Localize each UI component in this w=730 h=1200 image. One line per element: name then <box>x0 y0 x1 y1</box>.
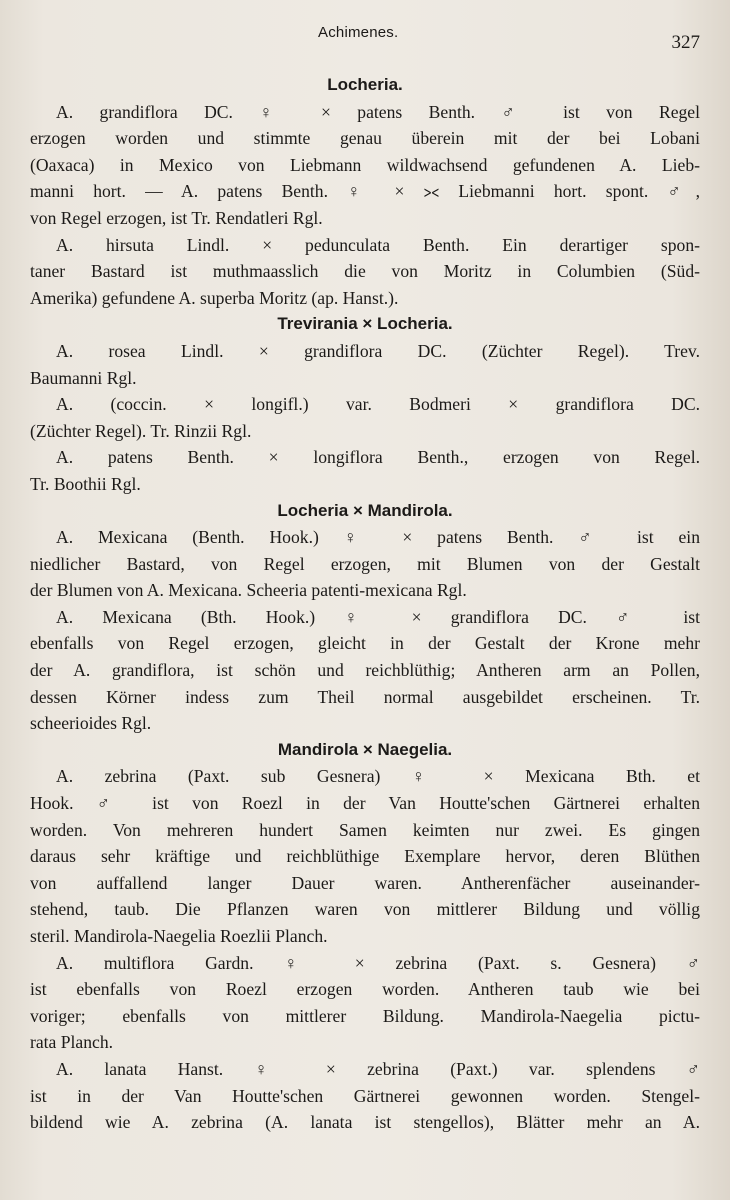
text-line: Tr. Boothii Rgl. <box>30 473 141 494</box>
paragraph <box>30 524 700 604</box>
paragraph <box>30 763 700 949</box>
text-line: rata Planch. <box>30 1032 114 1053</box>
paragraph <box>30 604 700 737</box>
paragraph <box>30 1056 700 1136</box>
text-line: steril. Mandirola-Naegelia Roezlii Planch. <box>30 926 328 946</box>
text-line: A. Mexicana (Benth. Hook.) ♀ × patens Benth. ♂ ist ein <box>56 527 700 548</box>
section-heading-mandirola-naegelia: Mandirola × Naegelia. <box>277 739 453 759</box>
paragraph <box>30 232 700 312</box>
text-line: worden. Von mehreren hundert Samen keimten nur zwei. Es gingen <box>30 819 700 840</box>
text-line: A. lanata Hanst. ♀ × zebrina (Paxt.) var. splendens ♂ <box>56 1058 700 1079</box>
text-line: dessen Körner indess zum Theil normal ausgebildet erscheinen. Tr. <box>30 686 700 707</box>
page-number: 327 <box>671 32 700 53</box>
running-header <box>0 22 730 52</box>
text-line: von auffallend langer Dauer waren. Antherenfächer auseinander- <box>30 872 700 893</box>
text-line: der A. grandiflora, ist schön und reichblüthig; Antheren arm an Pollen, <box>30 660 700 681</box>
text-line: daraus sehr kräftige und reichblüthige Exemplare hervor, deren Blüthen <box>30 846 700 867</box>
text-line: A. multiflora Gardn. ♀ × zebrina (Paxt. s. Gesnera) ♂ <box>56 952 700 973</box>
text-line: A. hirsuta Lindl. × pedunculata Benth. Ein derartiger spon- <box>56 234 700 255</box>
paragraph <box>30 338 700 391</box>
text-line: taner Bastard ist muthmaasslich die von Moritz in Columbien (Süd- <box>30 261 700 282</box>
section-heading-trevirania-locheria: Trevirania × Locheria. <box>277 314 453 334</box>
text-line: (Oaxaca) in Mexico von Liebmann wildwachsend gefundenen A. Lieb- <box>30 154 700 175</box>
text-line: (Züchter Regel). Tr. Rinzii Rgl. <box>30 420 252 441</box>
text-line: erzogen worden und stimmte genau überein mit der bei Lobani <box>30 128 700 149</box>
text-line: Baumanni Rgl. <box>30 367 137 388</box>
text-line: bildend wie A. zebrina (A. lanata ist stengellos), Blätter mehr an A. <box>30 1112 700 1133</box>
text-line: scheerioides Rgl. <box>30 713 152 734</box>
text-line: niedlicher Bastard, von Regel erzogen, mit Blumen von der Gestalt <box>30 553 700 574</box>
text-line: Amerika) gefundene A. superba Moritz (ap. Hanst.). <box>30 287 399 308</box>
text-line: Hook. ♂ ist von Roezl in der Van Houtte'schen Gärtnerei erhalten <box>30 793 700 814</box>
text-line: der Blumen von A. Mexicana. Scheeria patenti-mexicana Rgl. <box>30 580 467 601</box>
text-line: ebenfalls von Regel erzogen, gleicht in der Gestalt der Krone mehr <box>30 633 700 654</box>
body-text <box>30 72 700 1136</box>
text-line: manni hort. — A. patens Benth. ♀ × ⪥ Liebmanni hort. spont. ♂, <box>30 181 700 202</box>
text-line: A. zebrina (Paxt. sub Gesnera) ♀ × Mexicana Bth. et <box>56 766 700 787</box>
section-heading-locheria: Locheria. <box>327 75 403 94</box>
text-line: ist in der Van Houtte'schen Gärtnerei gewonnen worden. Stengel- <box>30 1085 700 1106</box>
text-line: A. patens Benth. × longiflora Benth., erzogen von Regel. <box>56 447 700 468</box>
text-line: ist ebenfalls von Roezl erzogen worden. Antheren taub wie bei <box>30 979 700 1000</box>
text-line: A. grandiflora DC. ♀ × patens Benth. ♂ ist von Regel <box>56 101 700 122</box>
text-line: A. Mexicana (Bth. Hook.) ♀ × grandiflora DC. ♂ ist <box>56 606 700 627</box>
paragraph <box>30 950 700 1056</box>
text-line: von Regel erzogen, ist Tr. Rendatleri Rgl. <box>30 207 323 228</box>
paragraph <box>30 444 700 497</box>
paragraph <box>30 391 700 444</box>
text-line: voriger; ebenfalls von mittlerer Bildung. Mandirola-Naegelia pictu- <box>30 1005 700 1026</box>
paragraph <box>30 99 700 232</box>
running-title: Achimenes. <box>318 24 399 41</box>
section-heading-locheria-mandirola: Locheria × Mandirola. <box>277 500 453 520</box>
text-line: A. rosea Lindl. × grandiflora DC. (Züchter Regel). Trev. <box>56 340 700 361</box>
text-line: stehend, taub. Die Pflanzen waren von mittlerer Bildung und völlig <box>30 899 700 920</box>
text-line: A. (coccin. × longifl.) var. Bodmeri × grandiflora DC. <box>56 394 700 415</box>
